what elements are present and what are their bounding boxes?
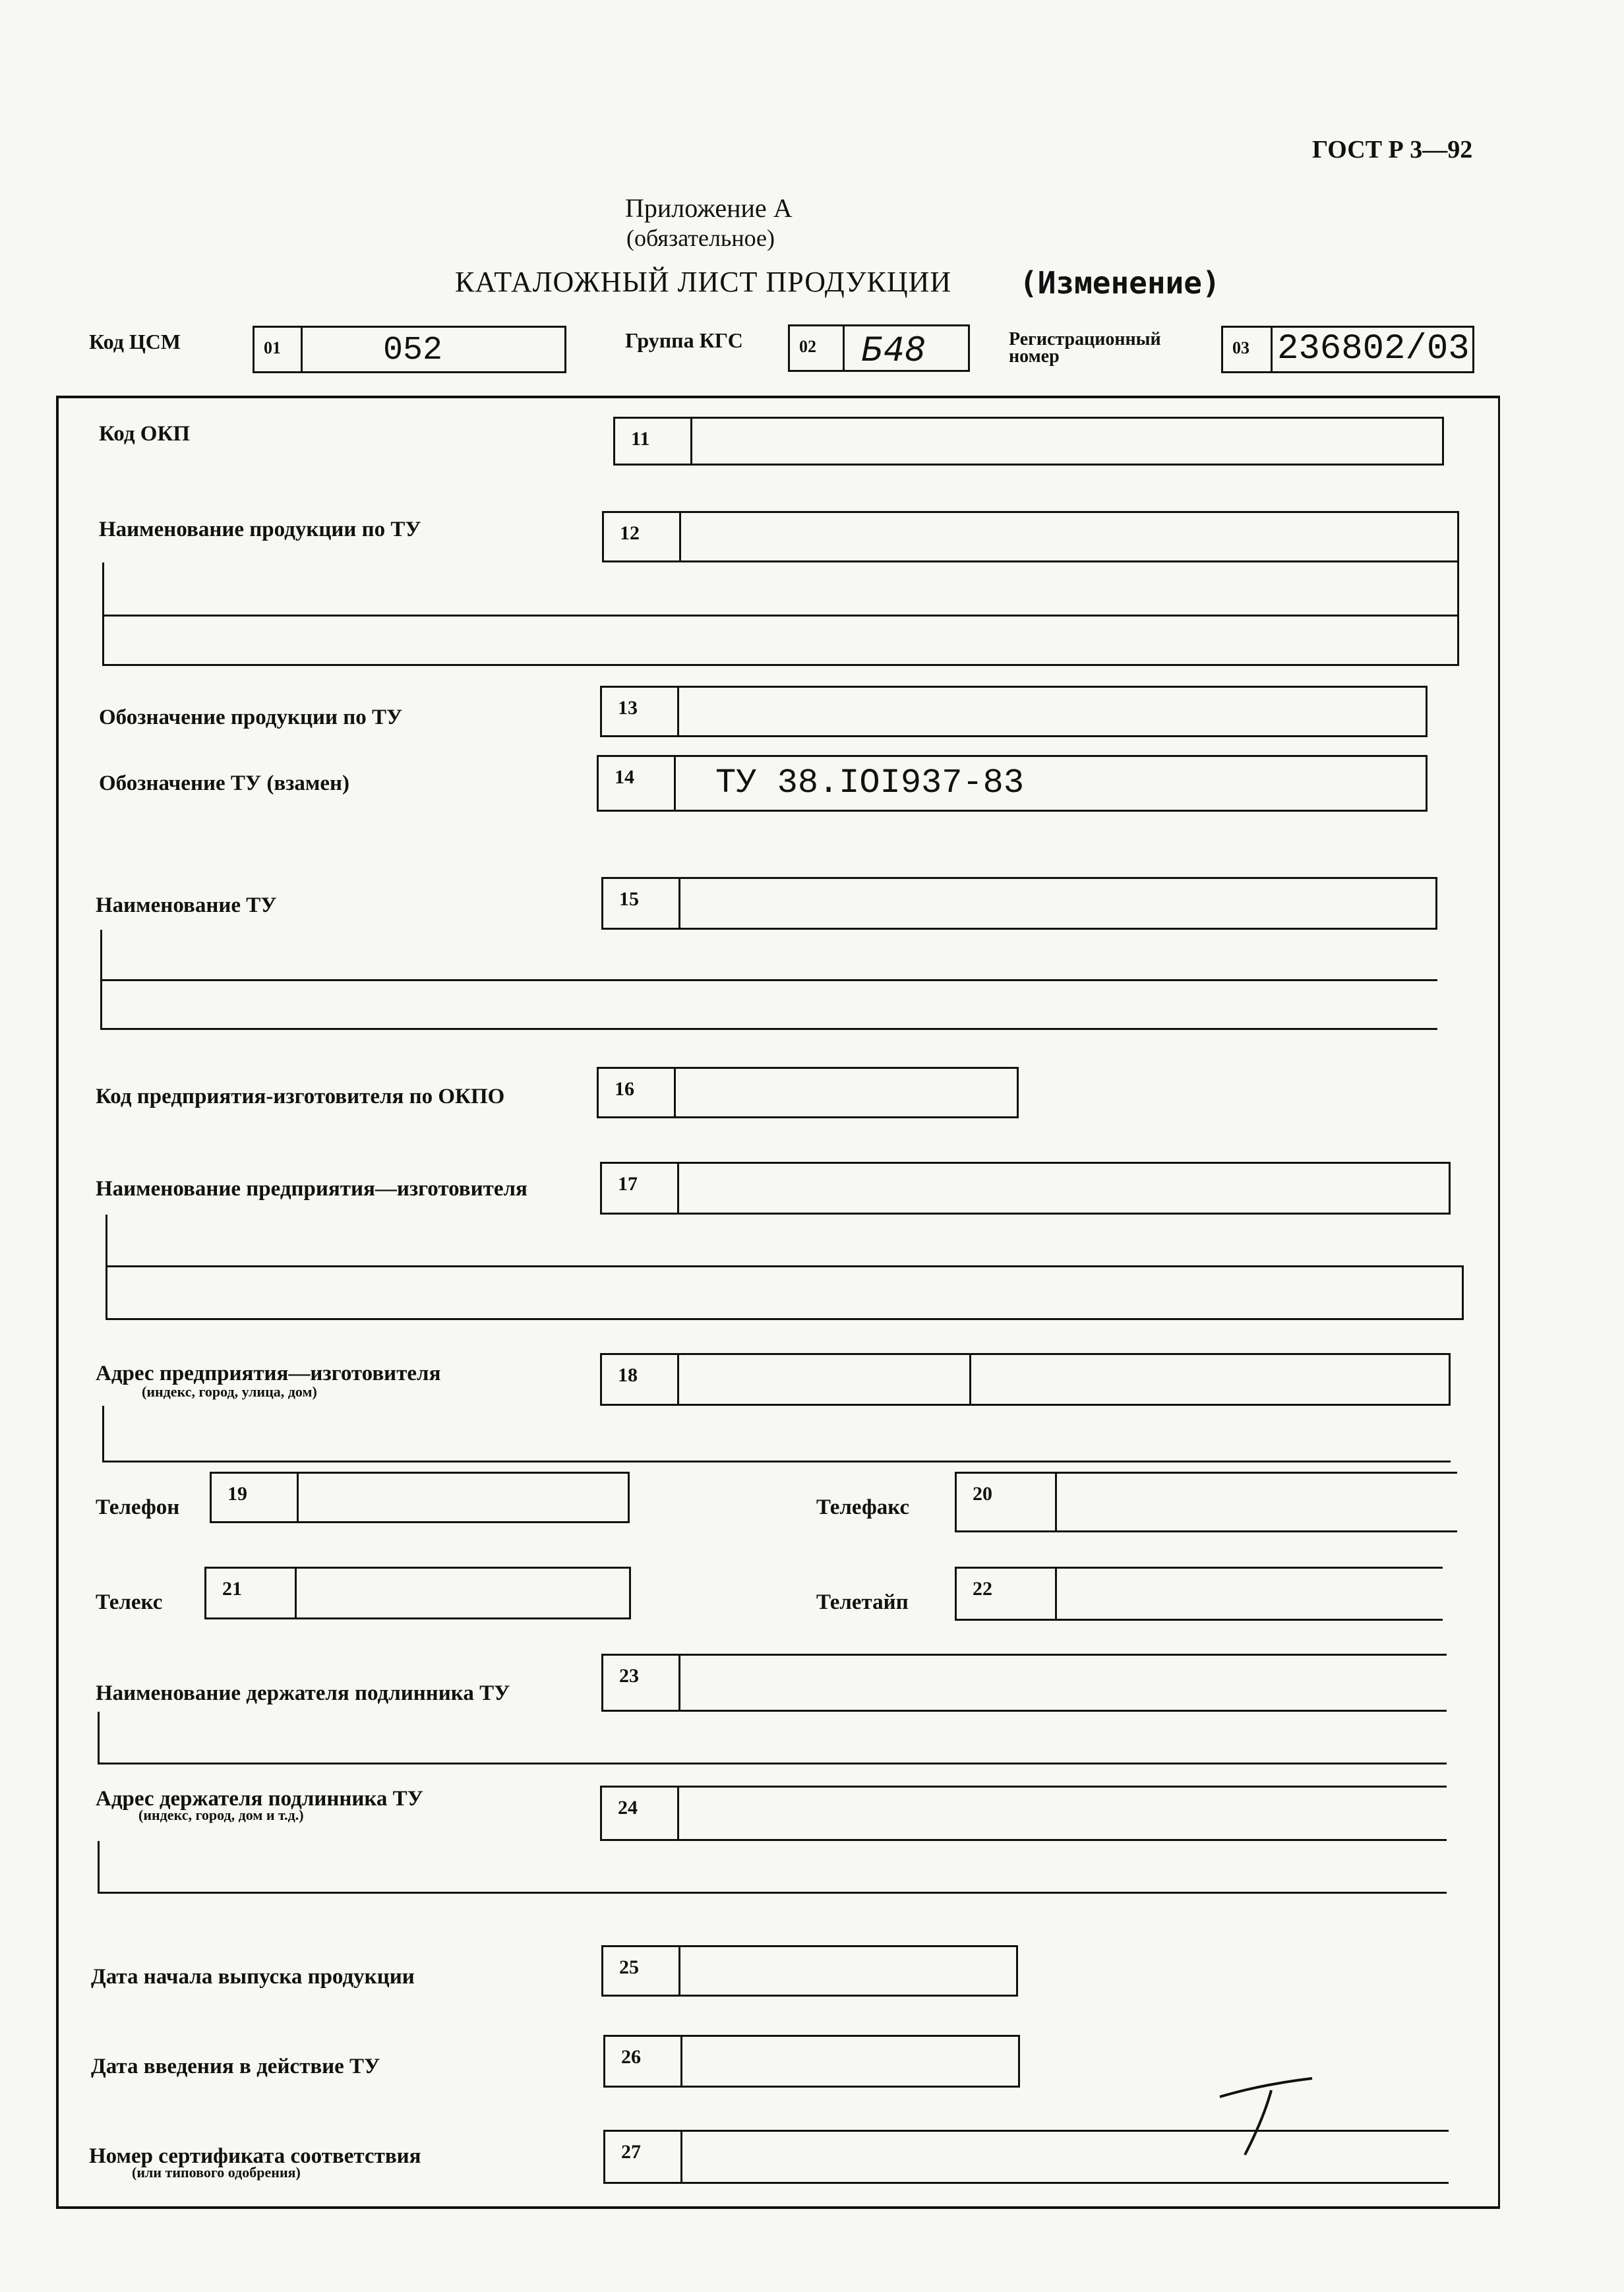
field-15-line-3[interactable]: [100, 981, 1437, 1030]
group-kgs-num: 02: [799, 337, 816, 356]
appendix-title: Приложение А: [625, 193, 793, 223]
group-kgs-box[interactable]: [788, 324, 970, 372]
field-22-label: Телетайп: [816, 1590, 909, 1614]
field-18-number: 18: [600, 1353, 679, 1406]
field-17-line-3[interactable]: [105, 1267, 1464, 1320]
field-18-line-2[interactable]: [102, 1406, 1451, 1463]
field-11-value[interactable]: [692, 417, 1444, 466]
gost-number: ГОСТ Р 3—92: [1312, 136, 1473, 164]
field-16-value[interactable]: [676, 1067, 1019, 1118]
field-22[interactable]: [955, 1567, 1443, 1621]
field-11-number: 11: [613, 417, 692, 466]
field-15[interactable]: [601, 877, 1437, 930]
field-23-label: Наименование держателя подлинника ТУ: [96, 1681, 510, 1705]
field-12-line-2[interactable]: [102, 562, 1459, 617]
field-27-number: 27: [603, 2130, 682, 2184]
field-17-line-2[interactable]: [105, 1215, 1464, 1267]
field-14-label: Обозначение ТУ (взамен): [99, 771, 350, 795]
reg-number-value: 236802/03: [1277, 329, 1470, 369]
reg-number-num: 03: [1232, 338, 1249, 357]
field-23-value[interactable]: [680, 1654, 1447, 1712]
field-17[interactable]: [600, 1162, 1451, 1215]
field-26-value[interactable]: [682, 2035, 1020, 2088]
field-18-value[interactable]: [679, 1353, 1451, 1406]
field-27[interactable]: [603, 2130, 1449, 2184]
field-21-value[interactable]: [297, 1567, 631, 1619]
code-csm-label: Код ЦСМ: [89, 330, 181, 353]
field-13-number: 13: [600, 686, 679, 737]
reg-number-box[interactable]: [1221, 326, 1474, 373]
code-csm-num: 01: [264, 338, 281, 357]
field-18[interactable]: [600, 1353, 1451, 1406]
field-20-number: 20: [955, 1472, 1057, 1532]
field-12-line-3[interactable]: [102, 617, 1459, 666]
field-24-line-2[interactable]: [98, 1841, 1447, 1894]
field-20-value[interactable]: [1057, 1472, 1457, 1532]
field-21-label: Телекс: [96, 1590, 163, 1614]
field-12-label: Наименование продукции по ТУ: [99, 518, 421, 541]
field-16[interactable]: [597, 1067, 1019, 1118]
field-22-number: 22: [955, 1567, 1057, 1621]
field-25[interactable]: [601, 1945, 1018, 1997]
field-13-value[interactable]: [679, 686, 1428, 737]
field-17-number: 17: [600, 1162, 679, 1215]
field-27-label: Номер сертификата соответствия: [89, 2144, 421, 2168]
reg-number-label: Регистрационный номер: [1009, 329, 1161, 367]
field-11[interactable]: [613, 417, 1444, 466]
field-12-value[interactable]: [681, 511, 1459, 562]
field-25-value[interactable]: [680, 1945, 1018, 1997]
field-14-number: 14: [597, 755, 676, 812]
field-20[interactable]: [955, 1472, 1457, 1532]
field-12-number: 12: [602, 511, 681, 562]
field-27-sublabel: (или типового одобрения): [132, 2164, 301, 2181]
field-23-line-2[interactable]: [98, 1712, 1447, 1764]
field-17-value[interactable]: [679, 1162, 1451, 1215]
field-20-label: Телефакс: [816, 1495, 910, 1519]
field-19-label: Телефон: [96, 1495, 180, 1519]
field-13-label: Обозначение продукции по ТУ: [99, 706, 403, 729]
field-24-value[interactable]: [679, 1786, 1447, 1841]
field-19-value[interactable]: [299, 1472, 630, 1523]
field-24[interactable]: [600, 1786, 1447, 1841]
field-15-line-2[interactable]: [100, 930, 1437, 981]
field-16-number: 16: [597, 1067, 676, 1118]
field-24-label: Адрес держателя подлинника ТУ: [96, 1787, 423, 1811]
field-24-number: 24: [600, 1786, 679, 1841]
field-26-number: 26: [603, 2035, 682, 2088]
code-csm-value: 052: [383, 332, 443, 369]
group-kgs-value: Б48: [861, 330, 926, 369]
field-15-label: Наименование ТУ: [96, 893, 277, 917]
change-mark: (Изменение): [1019, 265, 1220, 301]
field-25-number: 25: [601, 1945, 680, 1997]
field-24-sublabel: (индекс, город, дом и т.д.): [138, 1807, 304, 1823]
field-19-number: 19: [210, 1472, 299, 1523]
handwritten-mark-icon: [1213, 2070, 1319, 2163]
field-21-number: 21: [204, 1567, 297, 1619]
field-27-value[interactable]: [682, 2130, 1449, 2184]
field-19[interactable]: [210, 1472, 630, 1523]
field-25-label: Дата начала выпуска продукции: [91, 1965, 415, 1989]
appendix-type: (обязательное): [626, 225, 775, 251]
field-23-number: 23: [601, 1654, 680, 1712]
code-csm-box[interactable]: [253, 326, 566, 373]
field-14-text: ТУ 38.IOI937-83: [715, 764, 1025, 802]
group-kgs-label: Группа КГС: [625, 328, 743, 352]
field-16-label: Код предприятия-изготовителя по ОКПО: [96, 1085, 505, 1108]
field-26[interactable]: [603, 2035, 1020, 2088]
field-18-sublabel: (индекс, город, улица, дом): [142, 1383, 317, 1400]
field-26-label: Дата введения в действие ТУ: [91, 2055, 380, 2078]
field-23[interactable]: [601, 1654, 1447, 1712]
field-14-value[interactable]: [676, 755, 1428, 812]
field-15-value[interactable]: [680, 877, 1437, 930]
field-14[interactable]: [597, 755, 1428, 812]
document-title: КАТАЛОЖНЫЙ ЛИСТ ПРОДУКЦИИ: [455, 266, 952, 298]
field-13[interactable]: [600, 686, 1428, 737]
field-11-label: Код ОКП: [99, 422, 191, 446]
field-15-number: 15: [601, 877, 680, 930]
field-12[interactable]: [602, 511, 1459, 562]
field-22-value[interactable]: [1057, 1567, 1443, 1621]
field-18-label: Адрес предприятия—изготовителя: [96, 1362, 441, 1385]
field-17-label: Наименование предприятия—изготовителя: [96, 1177, 527, 1201]
field-21[interactable]: [204, 1567, 631, 1619]
